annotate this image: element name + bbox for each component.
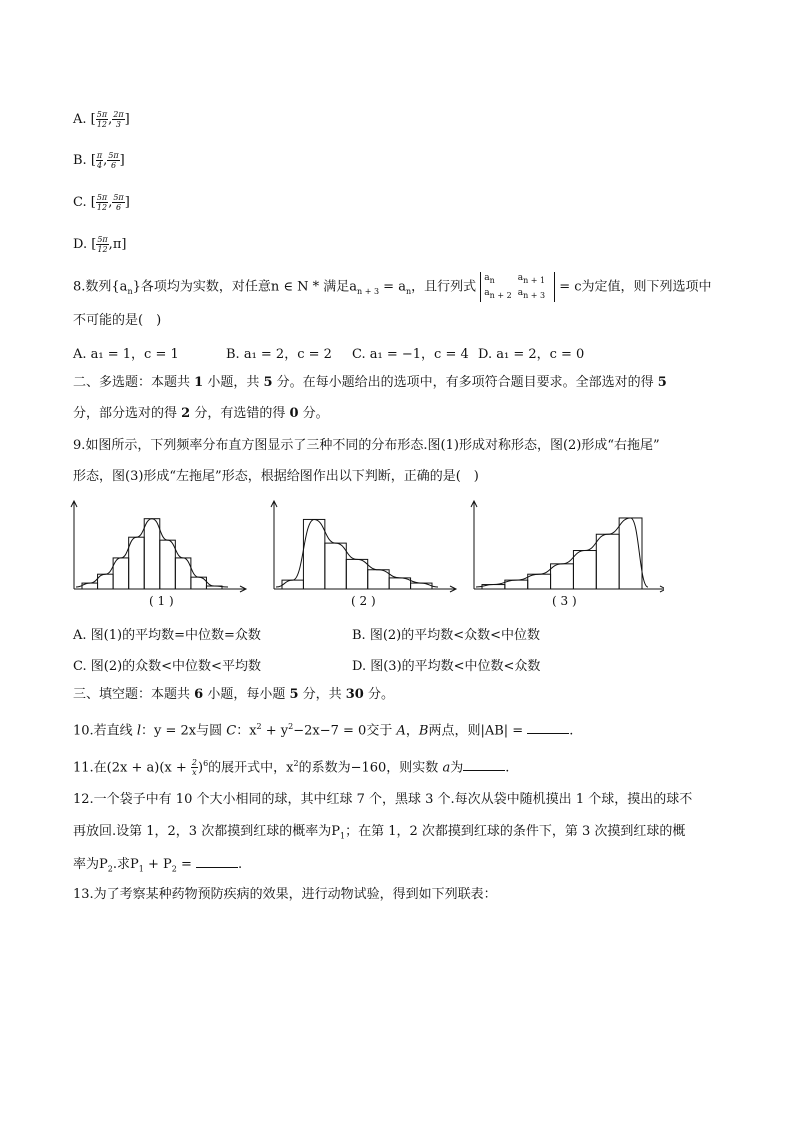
q10-stem: 10.若直线 l：y = 2x与圆 C：$x^2 + y^2-2x-7 = 0$交于 A，B两点，则|AB| = . — [73, 722, 574, 739]
section3-heading: 三、填空题：本题共 6 小题，每小题 5 分，共 30 分。 — [73, 687, 394, 702]
histogram-1-label: ( 1 ) — [149, 594, 174, 608]
q8-option-b: B. a₁ = 2，c = 2 — [226, 347, 332, 362]
q9-option-c: C. 图(2)的众数<中位数<平均数 — [73, 659, 261, 674]
q8-stem-line2: 不可能的是( ) — [73, 313, 162, 328]
q7-option-d: D. [ $\frac{5\pi}{12}$ ,π] — [73, 235, 127, 254]
q9-stem-line2: 形态，图(3)形成“左拖尾”形态，根据给图作出以下判断，正确的是( ) — [73, 469, 479, 484]
histogram-1 — [71, 501, 246, 592]
histogram-bar — [129, 537, 145, 589]
section2-heading: 二、多选题：本题共 1 小题，共 5 分。在每小题给出的选项中，有多项符合题目要求。全部选对的得 5 — [73, 375, 667, 390]
histogram-bar — [346, 559, 367, 589]
histogram-3-label: ( 3 ) — [552, 594, 577, 608]
q8-option-d: D. a₁ = 2，c = 0 — [478, 347, 585, 362]
answer-blank[interactable] — [196, 855, 238, 868]
q9-option-a: A. 图(1)的平均数=中位数=众数 — [73, 628, 261, 643]
answer-blank[interactable] — [463, 758, 505, 771]
fraction: $\frac{\pi}{4}$ — [96, 151, 103, 170]
q9-option-d: D. 图(3)的平均数<中位数<众数 — [352, 659, 541, 674]
option-a-label: A. — [73, 112, 87, 127]
histogram-bar — [368, 570, 389, 589]
histogram-bar — [573, 551, 596, 589]
fraction: $\frac{5\pi}{12}$ — [96, 110, 108, 129]
density-curve — [276, 519, 438, 587]
q7-option-c: C. [ $\frac{5\pi}{12}$ , $\frac{5\pi}{6}$ ] — [73, 193, 130, 212]
histogram-2-label: ( 2 ) — [351, 594, 376, 608]
q8-option-a: A. a₁ = 1，c = 1 — [73, 347, 179, 362]
fraction: $\frac{5\pi}{12}$ — [96, 193, 108, 212]
histogram-bar — [411, 583, 432, 589]
q9-option-b: B. 图(2)的平均数<众数<中位数 — [352, 628, 541, 643]
q8-stem: 8.数列$\{a_n\}$各项均为实数，对任意n ∈ N * 满足$a_{n + 3} = a_n$，且行列式 $a_n$ $a_{n + 1}$ $a_{n + 2}$ $a_{n + 3}$ = c为定值，则下列选项中 — [73, 273, 712, 300]
histogram-bar — [596, 534, 619, 589]
fraction: $\frac{5\pi}{6}$ — [113, 193, 124, 212]
q9-stem: 9.如图所示，下列频率分布直方图显示了三种不同的分布形态.图(1)形成对称形态，图(2)形成“右拖尾” — [73, 438, 660, 453]
fraction: $\frac{5\pi}{6}$ — [108, 151, 119, 170]
density-curve — [476, 518, 648, 587]
histogram-bar — [551, 564, 574, 589]
q8-option-c: C. a₁ = −1，c = 4 — [352, 347, 469, 362]
q13-stem: 13.为了考察某种药物预防疾病的效果，进行动物试验，得到如下列联表： — [73, 887, 497, 902]
answer-blank[interactable] — [527, 721, 569, 734]
histogram-bar — [528, 574, 551, 589]
fraction: $\frac{2}{x}$ — [191, 758, 197, 778]
fraction: $\frac{5\pi}{12}$ — [97, 235, 108, 254]
histogram-bar — [325, 543, 346, 589]
fraction: $\frac{2\pi}{3}$ — [113, 110, 124, 129]
histogram-bar — [282, 580, 303, 589]
q12-stem-line2: 再放回.设第 1，2，3 次都摸到红球的概率为$P_1$；在第 1，2 次都摸到红球的条件下，第 3 次摸到红球的概 — [73, 824, 686, 841]
histogram-bar — [303, 519, 324, 589]
histogram-2 — [271, 501, 456, 592]
determinant: $a_n$ $a_{n + 1}$ $a_{n + 2}$ $a_{n + 3}$ — [480, 272, 555, 302]
q12-stem: 12.一个袋子中有 10 个大小相同的球，其中红球 7 个，黑球 3 个.每次从袋中随机摸出 1 个球，摸出的球不 — [73, 792, 693, 807]
histogram-bar — [619, 518, 642, 589]
histogram-3 — [471, 501, 664, 592]
q7-option-b: B. [ $\frac{\pi}{4}$ , $\frac{5\pi}{6}$ ] — [73, 151, 125, 170]
q7-option-a: A. [ $\frac{5\pi}{12}$ , $\frac{2\pi}{3}$ ] — [73, 110, 130, 129]
histogram-bar — [144, 519, 160, 589]
section2-heading-line2: 分，部分选对的得 2 分，有选错的得 0 分。 — [73, 406, 329, 421]
histogram-bar — [160, 540, 176, 589]
q12-stem-line3: 率为$P_2$.求$P_1 + P_2$ = . — [73, 857, 243, 874]
q11-stem: 11.在(2x + a)(x + $\frac{2}{x}$ )$^6$的展开式中，$x^2$的系数为−160，则实数 a为 . — [73, 758, 510, 778]
